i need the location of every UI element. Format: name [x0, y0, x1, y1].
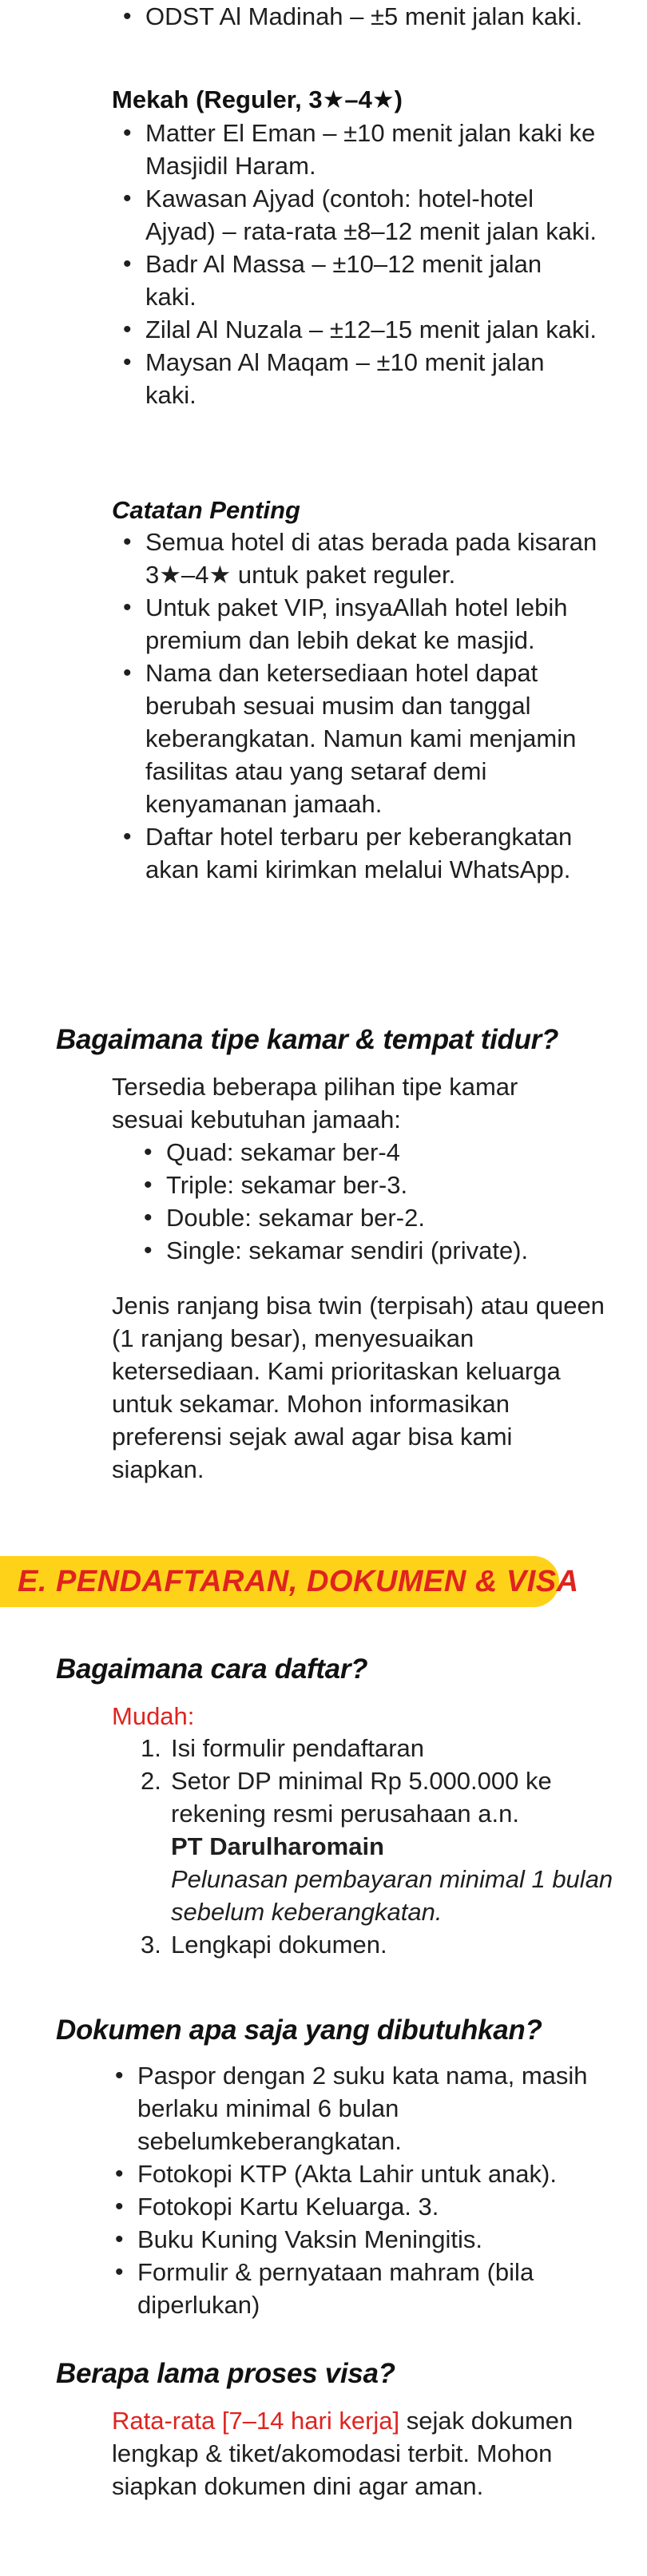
list-item: • Fotokopi KTP (Akta Lahir untuk anak). — [112, 2157, 607, 2190]
step-item — [141, 1764, 620, 1928]
list-item: • Paspor dengan 2 suku kata nama, masih berlaku minimal 6 bulan sebelumkeberangkatan. — [112, 2059, 607, 2157]
step-number: 2. — [141, 1767, 161, 1795]
mekah-title: Mekah (Reguler, 3★–4★) — [112, 85, 403, 113]
madinah-hotel-list — [120, 0, 615, 33]
list-item: • Untuk paket VIP, insyaAllah hotel lebih premium dan lebih dekat ke masjid. — [120, 591, 607, 657]
step-item — [141, 1732, 620, 1764]
visa-answer — [112, 2404, 591, 2503]
register-question: Bagaimana cara daftar? — [56, 1653, 368, 1685]
rooms-outro: Jenis ranjang bisa twin (terpisah) atau queen (1 ranjang besar), menyesuaikan ketersediaan. Kami prioritaskan keluarga untuk sekamar. Mohon informasikan preferensi sejak awal agar bisa kami siapkan. — [112, 1292, 605, 1483]
company-name: PT Darulharomain — [171, 1832, 384, 1860]
list-item: • Formulir & pernyataan mahram (bila diperlukan) — [112, 2256, 607, 2321]
list-item: • Semua hotel di atas berada pada kisaran 3★–4★ untuk paket reguler. — [120, 526, 607, 591]
list-item: • Kawasan Ajyad (contoh: hotel-hotel Ajyad) – rata-rata ±8–12 menit jalan kaki. — [120, 182, 599, 248]
step-number: 1. — [141, 1734, 161, 1762]
register-steps — [141, 1732, 620, 1961]
list-item: • Nama dan ketersediaan hotel dapat berubah sesuai musim dan tanggal keberangkatan. Namun kami menjamin fasilitas atau yang setaraf demi kenyamanan jamaah. — [120, 657, 607, 820]
mekah-hotel-list — [120, 117, 599, 411]
list-item: • Maysan Al Maqam – ±10 menit jalan kaki. — [120, 346, 599, 411]
list-item: • Single: sekamar sendiri (private). — [141, 1234, 604, 1267]
rooms-intro: Tersedia beberapa pilihan tipe kamar sesuai kebutuhan jamaah: — [112, 1073, 518, 1133]
list-item: • Triple: sekamar ber-3. — [141, 1169, 604, 1201]
list-item: • Double: sekamar ber-2. — [141, 1201, 604, 1234]
list-item: • Buku Kuning Vaksin Meningitis. — [112, 2223, 607, 2256]
list-item: • Fotokopi Kartu Keluarga. 3. — [112, 2190, 607, 2223]
rooms-question: Bagaimana tipe kamar & tempat tidur? — [56, 1024, 559, 1055]
step-text: Setor DP minimal Rp 5.000.000 ke rekening resmi perusahaan a.n. — [171, 1767, 552, 1828]
notes-list — [120, 526, 607, 886]
list-item: • Daftar hotel terbaru per keberangkatan akan kami kirimkan melalui WhatsApp. — [120, 820, 607, 886]
notes-title: Catatan Penting — [112, 496, 300, 524]
step-item — [141, 1928, 620, 1961]
section-e-title: E. PENDAFTARAN, DOKUMEN & VISA — [18, 1565, 579, 1598]
documents-list — [112, 2059, 607, 2321]
settlement-note: Pelunasan pembayaran minimal 1 bulan sebelum keberangkatan. — [171, 1865, 613, 1926]
step-text: Isi formulir pendaftaran — [171, 1734, 425, 1762]
list-item: • Zilal Al Nuzala – ±12–15 menit jalan kaki. — [120, 313, 599, 346]
step-text: Lengkapi dokumen. — [171, 1931, 387, 1959]
documents-question: Dokumen apa saja yang dibutuhkan? — [56, 2014, 542, 2046]
visa-answer-text: sejak dokumen lengkap & tiket/akomodasi terbit. Mohon siapkan dokumen dini agar aman. — [112, 2407, 574, 2500]
list-item: • Matter El Eman – ±10 menit jalan kaki ke Masjidil Haram. — [120, 117, 599, 182]
list-item: • ODST Al Madinah – ±5 menit jalan kaki. — [120, 0, 615, 33]
visa-question: Berapa lama proses visa? — [56, 2358, 395, 2389]
visa-duration: Rata-rata [7–14 hari kerja] — [112, 2407, 400, 2435]
room-type-list — [141, 1136, 604, 1267]
register-easy-label: Mudah: — [112, 1702, 195, 1730]
step-number: 3. — [141, 1931, 161, 1959]
list-item: • Quad: sekamar ber-4 — [141, 1136, 604, 1169]
list-item: • Badr Al Massa – ±10–12 menit jalan kaki. — [120, 248, 599, 313]
